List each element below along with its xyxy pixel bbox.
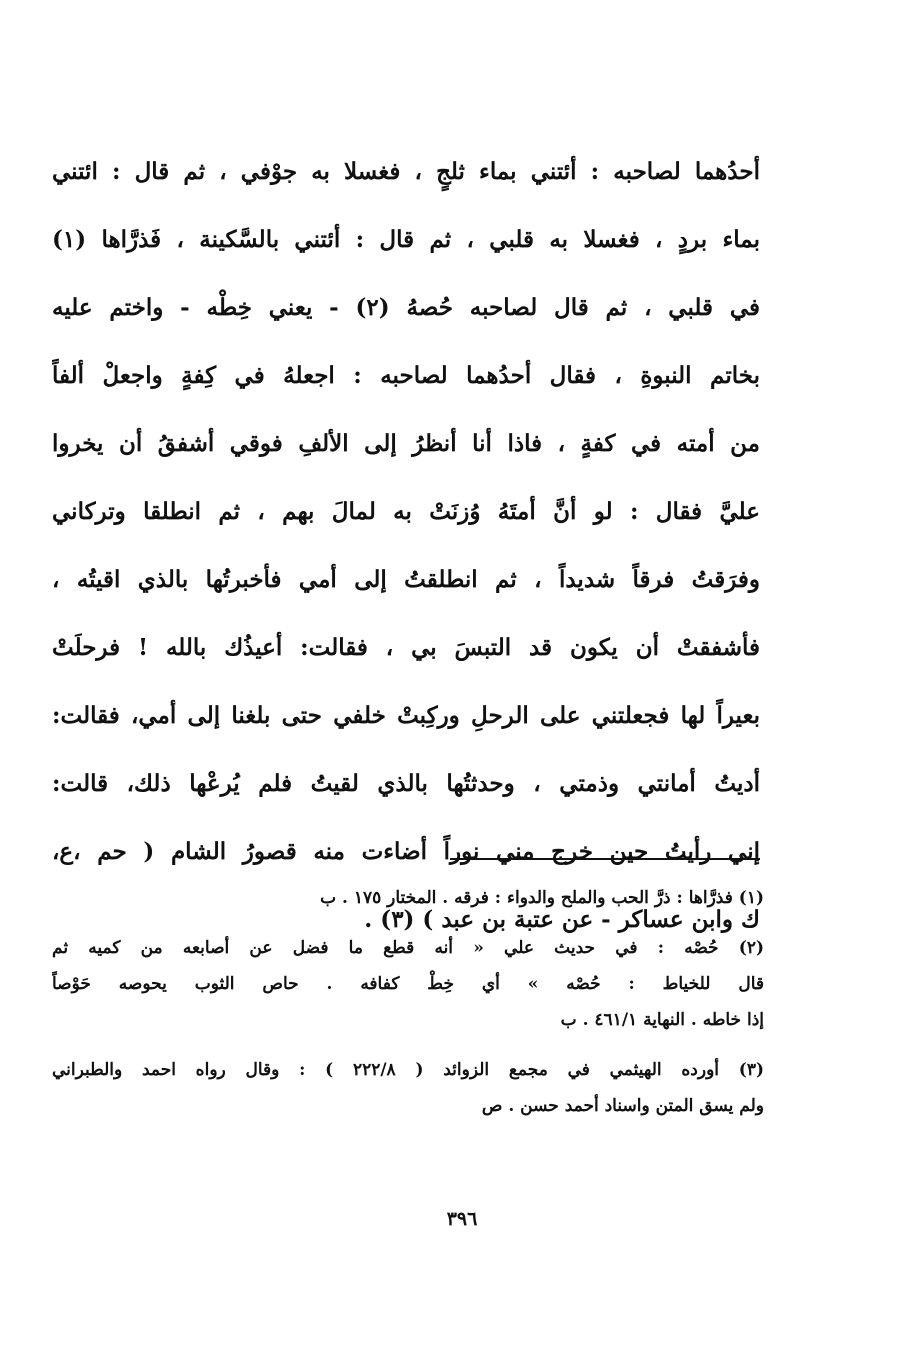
text-line: من أمته في كفةٍ ، فاذا أنا أنظرُ إلى الألفِ فوقي أشفقُ أن يخروا [52,430,760,457]
footnote-line: (١) فذرَّاها : ذرَّ الحب والملح والدواء : فرقه . المختار ١٧٥ . ب [320,888,764,908]
footnotes-block [52,880,764,1138]
text-line: فأشفقتْ أن يكون قد التبسَ بي ، فقالت: أعيذُك بالله ! فرحلَتْ [52,634,760,661]
footnote-line: ولم يسق المتن واسناد أحمد حسن . ص [481,1096,764,1116]
footnote-separator [450,858,760,860]
footnote-line: (٢) حُصْه : في حديث علي « أنه قطع ما فضل عن أصابعه من كميه ثم [52,938,764,958]
text-line: ك وابن عساكر - عن عتبة بن عبد ) (٣) . [364,906,760,933]
page-number: ٣٩٦ [446,1208,478,1230]
footnote-1 [52,880,764,916]
text-line: بماء بردٍ ، فغسلا به قلبي ، ثم قال : أئتني بالسَّكينة ، فَذرَّاها (١) [52,226,760,253]
text-line: بعيراً لها فجعلتني على الرحلِ وركِبتْ خلفي حتى بلغنا إلى أمي، فقالت: [52,702,760,729]
text-line: إني رأيتُ حين خرج مني نوراً أضاءت منه قصورُ الشام ( حم ،ع، [52,838,760,865]
footnote-3 [52,1052,764,1124]
footnote-line: (٣) أورده الهيثمي في مجمع الزوائد ( ٢٢٢/٨ ) : وقال رواه احمد والطبراني [52,1060,764,1080]
main-text-block [52,138,760,954]
text-line: بخاتم النبوةِ ، فقال أحدُهما لصاحبه : اجعلهُ في كِفةٍ واجعلْ ألفاً [52,362,760,389]
text-line: أديتُ أمانتي وذمتي ، وحدثتُها بالذي لقيتُ فلم يُرعْها ذلك، قالت: [52,770,760,797]
text-line: في قلبي ، ثم قال لصاحبه حُصهُ (٢) - يعني خِطْه - واختم عليه [52,294,760,321]
footnote-line: قال للخياط : حُصْه » أي خِطْ كفافه . حاص الثوب يحوصه حَوْصاً [52,974,764,994]
text-line: وفرَقتُ فرقاً شديداً ، ثم انطلقتُ إلى أمي فأخبرتُها بالذي اقيتُه ، [52,566,760,593]
footnote-2 [52,930,764,1038]
text-line: عليَّ فقال : لو أنَّ أمتَهُ وُزنَتْ به لمالَ بهم ، ثم انطلقا وتركاني [52,498,760,525]
text-line: أحدُهما لصاحبه : أئتني بماء ثلجٍ ، فغسلا به جوْفي ، ثم قال : ائتني [52,158,760,185]
footnote-line: إذا خاطه . النهاية ٤٦١/١ . ب [560,1010,764,1030]
